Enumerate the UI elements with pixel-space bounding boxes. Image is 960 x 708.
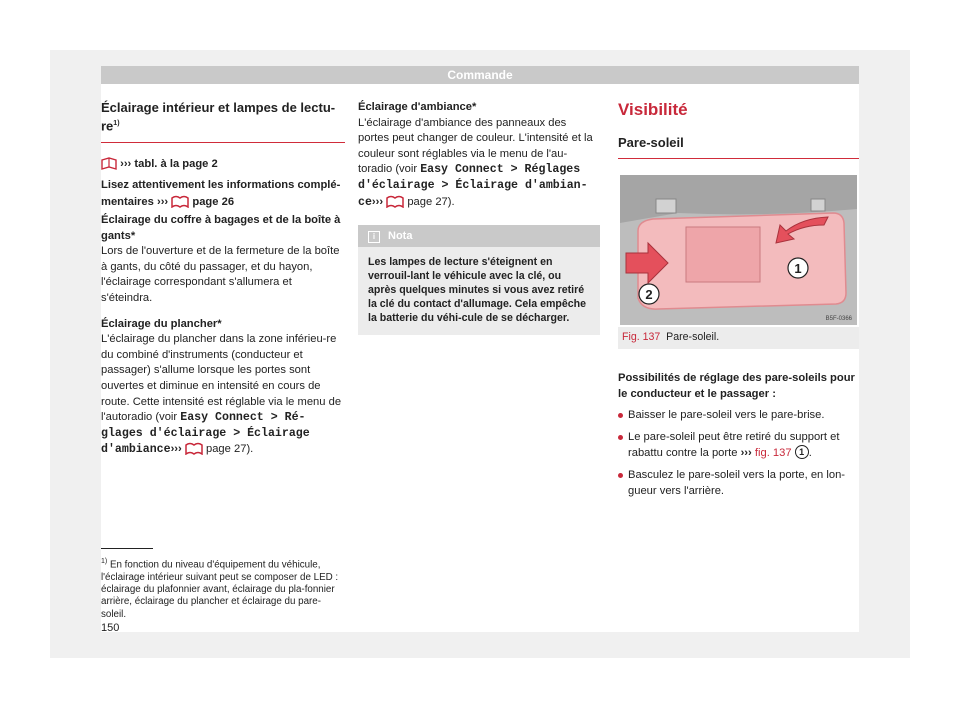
callout-ref: 1	[795, 445, 809, 459]
page-header: Commande	[101, 66, 859, 84]
footnote: $^{1)}$ En fonction du niveau d'équipement du véhicule, l'éclairage intérieur suivant peut se composer de LED : éclairage du plafonnier avant, éclairage du pla-fonnier arrière, éclairage du plancher et éclairage du pare-soleil.	[101, 558, 339, 620]
page-link[interactable]: page 26	[192, 195, 235, 208]
figure-link[interactable]: fig. 137	[754, 447, 792, 460]
heading-plancher: Éclairage du plancher*	[101, 317, 222, 330]
manual-icon	[171, 194, 189, 214]
bullet-item: Basculez le pare-soleil vers la porte, en lon-gueur vers l'arrière.	[618, 468, 859, 499]
manual-icon	[386, 194, 404, 214]
paragraph-plancher: L'éclairage du plancher dans la zone inférieu-re du combiné d'instruments (conducteur et passager) s'allume lorsque les portes sont ouvertes et diminue en intensité en cours de route. Cette intensité est réglable via le menu de l'autoradio (voir Easy Connect > Ré-glages d'éclairage > Éclairage d'ambiance››› page 27).	[101, 332, 345, 461]
section-subtitle: Pare-soleil	[618, 134, 859, 159]
page-link[interactable]: page 27	[205, 443, 247, 456]
column-right	[618, 100, 859, 505]
figure-code: B5F-0366	[825, 316, 852, 322]
bullet-item: Le pare-soleil peut être retiré du support et rabattu contre la porte ››› fig. 137 1 .	[618, 430, 859, 462]
possibilities-heading: Possibilités de réglage des pare-soleils pour le conducteur et le passager :	[618, 372, 855, 400]
note-header: i Nota	[358, 225, 600, 247]
menu-path: Easy Connect > Réglages d'éclairage > Éclairage d'ambian-ce	[358, 163, 588, 209]
manual-icon	[185, 441, 203, 461]
page-link[interactable]: page 27	[407, 195, 448, 208]
callout-1: 1	[794, 261, 802, 276]
heading-coffre: Éclairage du coffre à bagages et de la boîte à gants*	[101, 214, 341, 242]
column-middle	[358, 100, 600, 335]
table-link[interactable]: tabl. à la page 2	[134, 158, 218, 171]
info-icon: i	[368, 231, 380, 243]
figure	[618, 173, 859, 349]
footnote-divider	[101, 548, 153, 549]
sunvisor-illustration	[618, 173, 859, 327]
page-number: 150	[101, 622, 120, 634]
note-box	[358, 225, 600, 335]
section-title: Éclairage intérieur et lampes de lectu-$re^{1)}$	[101, 100, 345, 143]
warning-line: Lisez attentivement les informations complé-mentaires ››› page 26	[101, 178, 345, 213]
paragraph-coffre: Lors de l'ouverture et de la fermeture de la boîte à gants, du côté du passager, et du hayon, l'éclairage correspondant s'allumera et s'éteindra.	[101, 245, 340, 305]
menu-path: Easy Connect > Ré-glages d'éclairage > Éclairage d'ambiance	[101, 411, 310, 457]
ref-line: ››› tabl. à la page 2	[101, 157, 345, 176]
bullet-item: Baisser le pare-soleil vers le pare-brise.	[618, 408, 859, 424]
paragraph-ambiance: L'éclairage d'ambiance des panneaux des portes peut changer de couleur. L'intensité et la couleur sont réglables via le menu de l'au-toradio (voir Easy Connect > Réglages d'éclairage > Éclairage d'ambian-ce››› page 27).	[358, 116, 600, 214]
column-left	[101, 100, 345, 471]
book-icon	[101, 157, 117, 176]
callout-2: 2	[645, 287, 653, 302]
footnote-ref[interactable]: 1)	[113, 120, 120, 127]
chapter-title: Visibilité	[618, 100, 688, 119]
note-text: Les lampes de lecture s'éteignent en verrouil-lant le véhicule avec la clé, ou après quelques minutes si vous avez retiré la clé du contact d'allumage. Cela empêche la batterie du véhi-cule de se décharger.	[368, 256, 586, 325]
heading-ambiance: Éclairage d'ambiance*	[358, 101, 477, 113]
figure-caption: Fig. 137 Pare-soleil.	[622, 331, 720, 343]
